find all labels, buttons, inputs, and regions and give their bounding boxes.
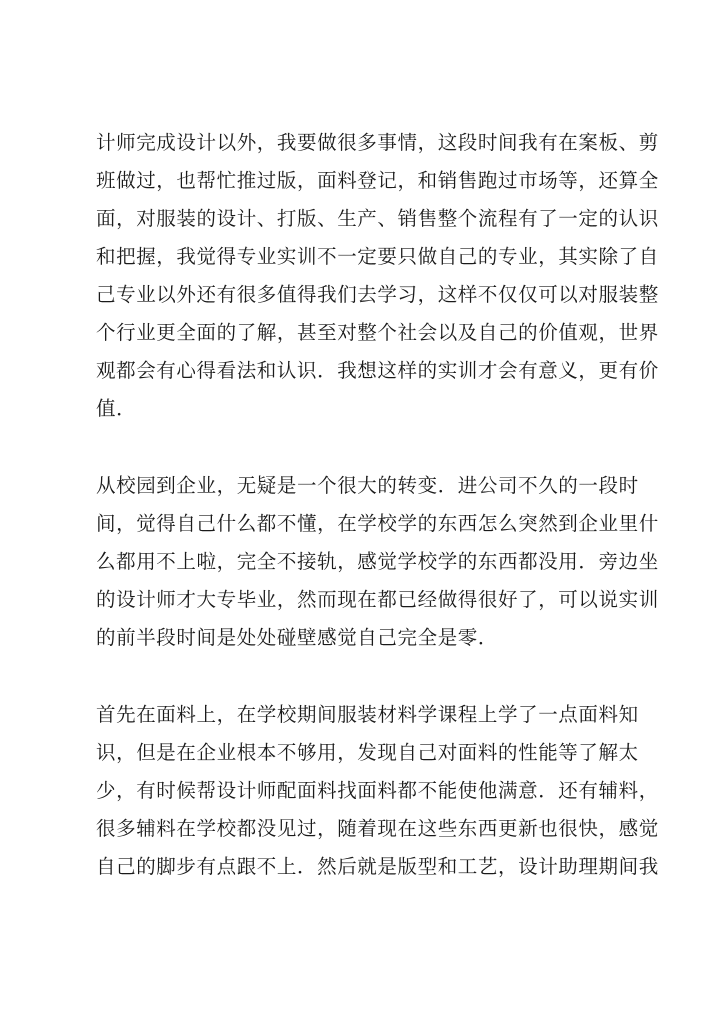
text-line: 少，有时候帮设计师配面料找面料都不能使他满意．还有辅料， [96,779,659,802]
text-line: 和把握，我觉得专业实训不一定要只做自己的专业，其实除了自 [96,245,659,268]
paragraph-1 [96,124,659,428]
text-line: 观都会有心得看法和认识．我想这样的实训才会有意义，更有价 [96,359,659,382]
text-line: 很多辅料在学校都没见过，随着现在这些东西更新也很快，感觉 [96,817,659,840]
text-line: 个行业更全面的了解，甚至对整个社会以及自己的价值观，世界 [96,321,659,344]
text-line: 从校园到企业，无疑是一个很大的转变．进公司不久的一段时 [96,474,639,497]
text-line: 面，对服装的设计、打版、生产、销售整个流程有了一定的认识 [96,207,659,230]
text-line: 己专业以外还有很多值得我们去学习，这样不仅仅可以对服装整 [96,283,659,306]
text-line: 班做过，也帮忙推过版，面料登记，和销售跑过市场等，还算全 [96,169,659,192]
text-line: 自己的脚步有点跟不上．然后就是版型和工艺，设计助理期间我 [96,855,659,878]
text-line: 么都用不上啦，完全不接轨，感觉学校学的东西都没用．旁边坐 [96,550,659,573]
paragraph-2 [96,467,659,657]
text-line: 值． [96,397,137,420]
paragraph-3 [96,696,659,886]
text-line: 首先在面料上，在学校期间服装材料学课程上学了一点面料知 [96,703,639,726]
text-line: 的前半段时间是处处碰壁感觉自己完全是零． [96,626,499,649]
text-line: 间，觉得自己什么都不懂，在学校学的东西怎么突然到企业里什 [96,512,659,535]
text-line: 计师完成设计以外，我要做很多事情，这段时间我有在案板、剪 [96,131,659,154]
text-line: 的设计师才大专毕业，然而现在都已经做得很好了，可以说实训 [96,588,659,611]
text-line: 识，但是在企业根本不够用，发现自己对面料的性能等了解太 [96,741,639,764]
